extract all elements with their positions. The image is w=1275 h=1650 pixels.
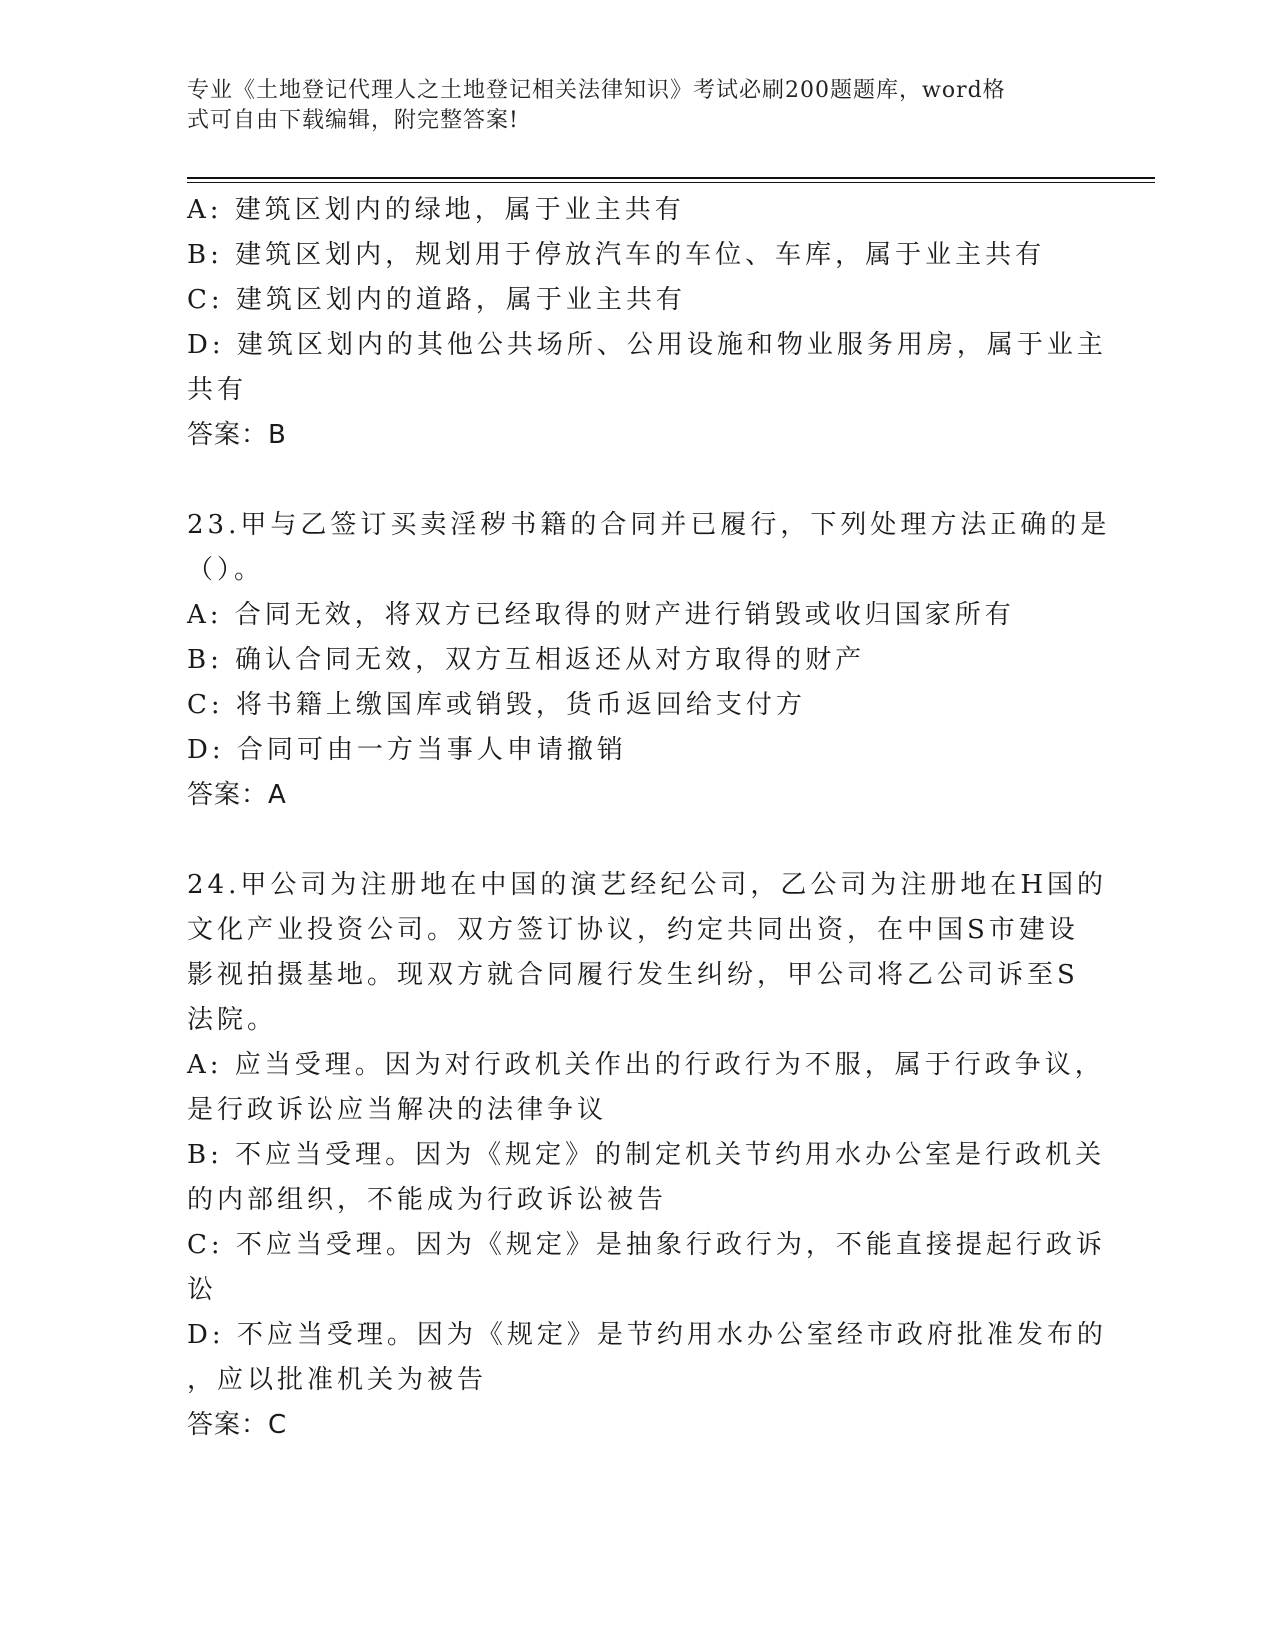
option-c-cont: 讼	[187, 1275, 218, 1305]
question-stem-cont: 影视拍摄基地。现双方就合同履行发生纠纷，甲公司将乙公司诉至S	[187, 960, 1079, 990]
spacer	[187, 818, 1077, 863]
option-a: A: 应当受理。因为对行政机关作出的行政行为不服，属于行政争议，	[187, 1050, 1105, 1080]
option-d: D: 建筑区划内的其他公共场所、公用设施和物业服务用房，属于业主	[187, 330, 1107, 360]
option-c: C: 建筑区划内的道路，属于业主共有	[187, 285, 686, 315]
option-c: C: 将书籍上缴国库或销毁，货币返回给支付方	[187, 690, 806, 720]
question-stem-cont: （）。	[187, 555, 265, 585]
question-24-block	[187, 863, 1108, 1448]
answer: 答案：C	[187, 1410, 288, 1440]
option-d: D: 合同可由一方当事人申请撤销	[187, 735, 627, 765]
answer: 答案：B	[187, 420, 287, 450]
spacer	[187, 458, 1077, 503]
header-line-1: 专业《土地登记代理人之土地登记相关法律知识》考试必刷200题题库，word格	[187, 78, 1006, 103]
question-stem-cont: 文化产业投资公司。双方签订协议，约定共同出资，在中国S市建设	[187, 915, 1079, 945]
option-d-cont: 共有	[187, 375, 248, 405]
document-header	[187, 76, 1067, 136]
header-line-2: 式可自由下载编辑，附完整答案!	[187, 108, 519, 133]
header-rule-thick	[187, 177, 1155, 179]
option-b: B: 建筑区划内，规划用于停放汽车的车位、车库，属于业主共有	[187, 240, 1046, 270]
option-b: B: 不应当受理。因为《规定》的制定机关节约用水办公室是行政机关	[187, 1140, 1106, 1170]
option-d: D: 不应当受理。因为《规定》是节约用水办公室经市政府批准发布的	[187, 1320, 1107, 1350]
option-b-cont: 的内部组织，不能成为行政诉讼被告	[187, 1185, 668, 1215]
option-c: C: 不应当受理。因为《规定》是抽象行政行为，不能直接提起行政诉	[187, 1230, 1106, 1260]
option-b: B: 确认合同无效，双方互相返还从对方取得的财产	[187, 645, 866, 675]
option-a-cont: 是行政诉讼应当解决的法律争议	[187, 1095, 608, 1125]
question-stem: 24.甲公司为注册地在中国的演艺经纪公司，乙公司为注册地在H国的	[187, 870, 1108, 900]
question-23-block	[187, 503, 1111, 818]
question-stem-cont: 法院。	[187, 1005, 278, 1035]
option-d-cont: ，应以批准机关为被告	[187, 1365, 488, 1395]
option-a: A: 合同无效，将双方已经取得的财产进行销毁或收归国家所有	[187, 600, 1015, 630]
header-rule-thin	[187, 182, 1155, 183]
question-22-block	[187, 188, 1107, 458]
question-stem: 23.甲与乙签订买卖淫秽书籍的合同并已履行，下列处理方法正确的是	[187, 510, 1111, 540]
question-content	[187, 188, 1111, 1448]
option-a: A: 建筑区划内的绿地，属于业主共有	[187, 195, 685, 225]
answer: 答案：A	[187, 780, 287, 810]
